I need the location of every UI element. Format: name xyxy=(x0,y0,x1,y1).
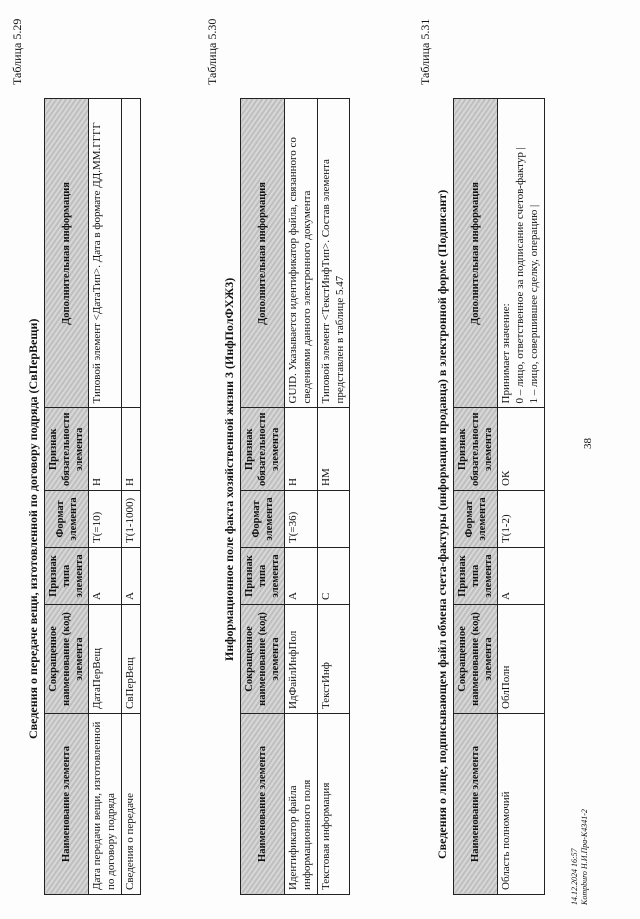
cell-name: Текстовая информация xyxy=(317,714,350,895)
table-number-5-29: Таблица 5.29 xyxy=(10,18,24,85)
header-name: Наименование элемента xyxy=(241,714,285,895)
cell-name: Сведения о передаче xyxy=(121,714,140,895)
cell-name: Дата передачи вещи, изготовленной по договору подряда xyxy=(89,714,122,895)
header-mandatory: Признак обязательности элемента xyxy=(454,408,498,491)
table-5-30 xyxy=(240,98,350,895)
footer-stamp xyxy=(570,809,589,905)
header-type: Признак типа элемента xyxy=(454,548,498,605)
footer-date: 14.12.2024 16:57 xyxy=(570,848,579,905)
info-line: 0 – лицо, ответственное за подписание счетов-фактур | xyxy=(514,147,527,404)
cell-info: Типовой элемент <ТекстИнфТип>. Состав элемента представлен в таблице 5.47 xyxy=(317,99,350,408)
cell-format: T(=36) xyxy=(285,491,318,548)
table-caption-5-29: Сведения о передаче вещи, изготовленной по договору подряда (СвПерВещи) xyxy=(26,318,40,739)
cell-short: СвПерВещ xyxy=(121,605,140,714)
header-format: Формат элемента xyxy=(454,491,498,548)
cell-mandatory: Н xyxy=(89,408,122,491)
cell-mandatory: Н xyxy=(121,408,140,491)
cell-mandatory: Н xyxy=(285,408,318,491)
table-caption-5-31: Сведения о лице, подписывающем файл обмена счета-фактуры (информации продавца) в электронной форме (Подписант) xyxy=(435,189,449,859)
table-row xyxy=(89,99,122,895)
header-short: Сокращенное наименование (код) элемента xyxy=(241,605,285,714)
table-row xyxy=(121,99,140,895)
table-5-29 xyxy=(44,98,141,895)
table-header-row xyxy=(45,99,89,895)
cell-type: А xyxy=(89,548,122,605)
table-header-row xyxy=(241,99,285,895)
header-type: Признак типа элемента xyxy=(241,548,285,605)
info-line: 1 – лицо, совершившее сделку, операцию | xyxy=(527,204,540,404)
table-header-row xyxy=(454,99,498,895)
cell-short: ИдФайлИнфПол xyxy=(285,605,318,714)
header-mandatory: Признак обязательности элемента xyxy=(45,408,89,491)
cell-info xyxy=(121,99,140,408)
page-number: 38 xyxy=(582,438,594,449)
cell-format: T(=10) xyxy=(89,491,122,548)
header-format: Формат элемента xyxy=(45,491,89,548)
cell-type: А xyxy=(121,548,140,605)
table-number-5-31: Таблица 5.31 xyxy=(418,18,432,85)
table-row xyxy=(285,99,318,895)
cell-short: ОблПолн xyxy=(498,605,544,714)
header-info: Дополнительная информация xyxy=(454,99,498,408)
table-5-31 xyxy=(453,98,545,895)
cell-name: Идентификатор файла информационного поля xyxy=(285,714,318,895)
table-number-5-30: Таблица 5.30 xyxy=(205,18,219,85)
cell-type: А xyxy=(285,548,318,605)
cell-format xyxy=(317,491,350,548)
header-info: Дополнительная информация xyxy=(45,99,89,408)
header-short: Сокращенное наименование (код) элемента xyxy=(454,605,498,714)
cell-mandatory: ОК xyxy=(498,408,544,491)
header-mandatory: Признак обязательности элемента xyxy=(241,408,285,491)
cell-info: GUID. Указывается идентификатор файла, связанного со сведениями данного электронного документа xyxy=(285,99,318,408)
header-type: Признак типа элемента xyxy=(45,548,89,605)
cell-short: ДатаПерВещ xyxy=(89,605,122,714)
cell-format: T(1-2) xyxy=(498,491,544,548)
cell-name: Область полномочий xyxy=(498,714,544,895)
cell-type: С xyxy=(317,548,350,605)
table-caption-5-30: Информационное поле факта хозяйственной жизни 3 (ИнфПолФХЖ3) xyxy=(222,277,236,661)
cell-short: ТекстИнф xyxy=(317,605,350,714)
cell-info: Типовой элемент <ДатаТип>. Дата в формате ДД.ММ.ГГГГ xyxy=(89,99,122,408)
header-info: Дополнительная информация xyxy=(241,99,285,408)
cell-type: А xyxy=(498,548,544,605)
cell-info xyxy=(498,99,544,408)
header-short: Сокращенное наименование (код) элемента xyxy=(45,605,89,714)
header-name: Наименование элемента xyxy=(454,714,498,895)
header-name: Наименование элемента xyxy=(45,714,89,895)
header-format: Формат элемента xyxy=(241,491,285,548)
cell-format: T(1-1000) xyxy=(121,491,140,548)
table-row xyxy=(317,99,350,895)
table-row xyxy=(498,99,544,895)
cell-mandatory: НМ xyxy=(317,408,350,491)
info-line: Принимает значение: xyxy=(500,303,513,404)
footer-id: Kompburo Н.И.Пра-К4341-2 xyxy=(579,809,589,905)
